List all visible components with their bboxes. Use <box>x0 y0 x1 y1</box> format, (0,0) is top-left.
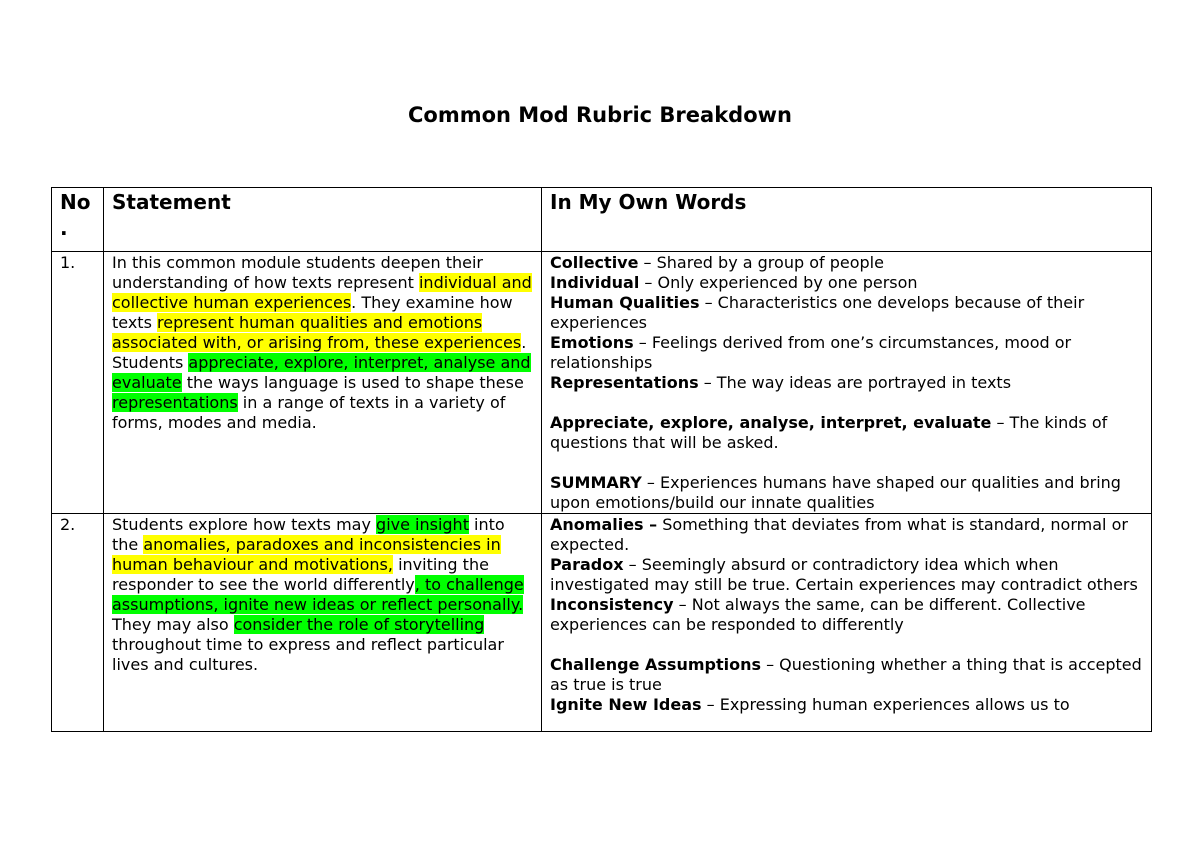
definitions-cell <box>542 252 1152 514</box>
statement-text: In this common module students deepen their understanding of how texts represent <box>112 253 483 292</box>
definition-item <box>550 473 1143 513</box>
statement-text: . Students <box>112 333 527 372</box>
definition-text: – Questioning whether a thing that is accepted as true is true <box>550 655 1142 694</box>
definition-item <box>550 373 1143 393</box>
highlight-green: appreciate, explore, interpret, analyse and evaluate <box>112 353 531 392</box>
definition-term: Representations <box>550 373 699 392</box>
highlight-yellow: individual and collective human experiences <box>112 273 532 312</box>
highlight-green: consider the role of storytelling <box>233 615 485 634</box>
definition-term: Paradox <box>550 555 624 574</box>
statement-text: Students explore how texts may <box>112 515 377 534</box>
definition-text: – Shared by a group of people <box>638 253 884 272</box>
statement-text: in a range of texts in a variety of forms, modes and media. <box>112 393 506 432</box>
definition-term: Ignite New Ideas <box>550 695 702 714</box>
definition-term: Human Qualities <box>550 293 700 312</box>
definition-term: Emotions <box>550 333 634 352</box>
definition-text: – Only experienced by one person <box>639 273 918 292</box>
highlight-green: , to challenge assumptions, ignite new ideas or reflect personally. <box>112 575 524 614</box>
definition-text: – Experiences humans have shaped our qualities and bring upon emotions/build our innate qualities <box>550 473 1121 512</box>
table-row <box>52 252 1152 514</box>
header-no <box>52 188 104 252</box>
header-no-dot: . <box>60 216 68 240</box>
page-title: Common Mod Rubric Breakdown <box>408 103 792 127</box>
definition-text: – Characteristics one develops because of their experiences <box>550 293 1085 332</box>
definition-item <box>550 555 1143 595</box>
row-number: 2. <box>52 514 104 732</box>
definition-item <box>550 273 1143 293</box>
highlight-yellow: represent human qualities and emotions associated with, or arising from, these experiences <box>112 313 522 352</box>
rubric-table <box>51 187 1152 732</box>
header-statement: Statement <box>104 188 542 252</box>
definition-term: Collective <box>550 253 639 272</box>
definition-text: – The kinds of questions that will be asked. <box>550 413 1108 452</box>
definition-item <box>550 253 1143 273</box>
definition-term: Challenge Assumptions <box>550 655 761 674</box>
definition-item <box>550 595 1143 635</box>
spacer <box>550 393 1143 413</box>
spacer <box>550 453 1143 473</box>
definition-text: – Expressing human experiences allows us to <box>701 695 1070 714</box>
highlight-yellow: anomalies, paradoxes and inconsistencies in human behaviour and motivations, <box>112 535 501 574</box>
definition-term: Individual <box>550 273 640 292</box>
definition-item <box>550 515 1143 555</box>
header-no-text: No <box>60 190 91 214</box>
definition-item <box>550 695 1143 715</box>
definition-item <box>550 413 1143 453</box>
statement-text: inviting the responder to see the world differently <box>112 555 489 594</box>
table-row <box>52 514 1152 732</box>
statement-text: . They examine how texts <box>112 293 513 332</box>
table-header-row <box>52 188 1152 252</box>
definition-text: Something that deviates from what is standard, normal or expected. <box>550 515 1128 554</box>
definition-term: SUMMARY <box>550 473 642 492</box>
definitions-cell <box>542 514 1152 732</box>
definition-term: Appreciate, explore, analyse, interpret, evaluate <box>550 413 992 432</box>
definition-text: – Not always the same, can be different. Collective experiences can be responded to differently <box>550 595 1086 634</box>
definition-text: – Seemingly absurd or contradictory idea which when investigated may still be true. Certain experiences may contradict others <box>550 555 1138 594</box>
header-own-words: In My Own Words <box>542 188 1152 252</box>
statement-text: the ways language is used to shape these <box>181 373 524 392</box>
definition-term: Anomalies – <box>550 515 658 534</box>
statement-cell <box>104 252 542 514</box>
statement-text: throughout time to express and reflect particular lives and cultures. <box>112 635 504 674</box>
definition-text: – Feelings derived from one’s circumstances, mood or relationships <box>550 333 1072 372</box>
highlight-green: representations <box>112 393 238 412</box>
spacer <box>550 635 1143 655</box>
statement-text: They may also <box>112 615 234 634</box>
definition-item <box>550 333 1143 373</box>
definition-item <box>550 293 1143 333</box>
statement-cell <box>104 514 542 732</box>
definition-item <box>550 655 1143 695</box>
highlight-green: give insight <box>376 515 469 534</box>
definition-text: – The way ideas are portrayed in texts <box>698 373 1012 392</box>
row-number: 1. <box>52 252 104 514</box>
statement-text: into the <box>112 515 505 554</box>
definition-term: Inconsistency <box>550 595 674 614</box>
